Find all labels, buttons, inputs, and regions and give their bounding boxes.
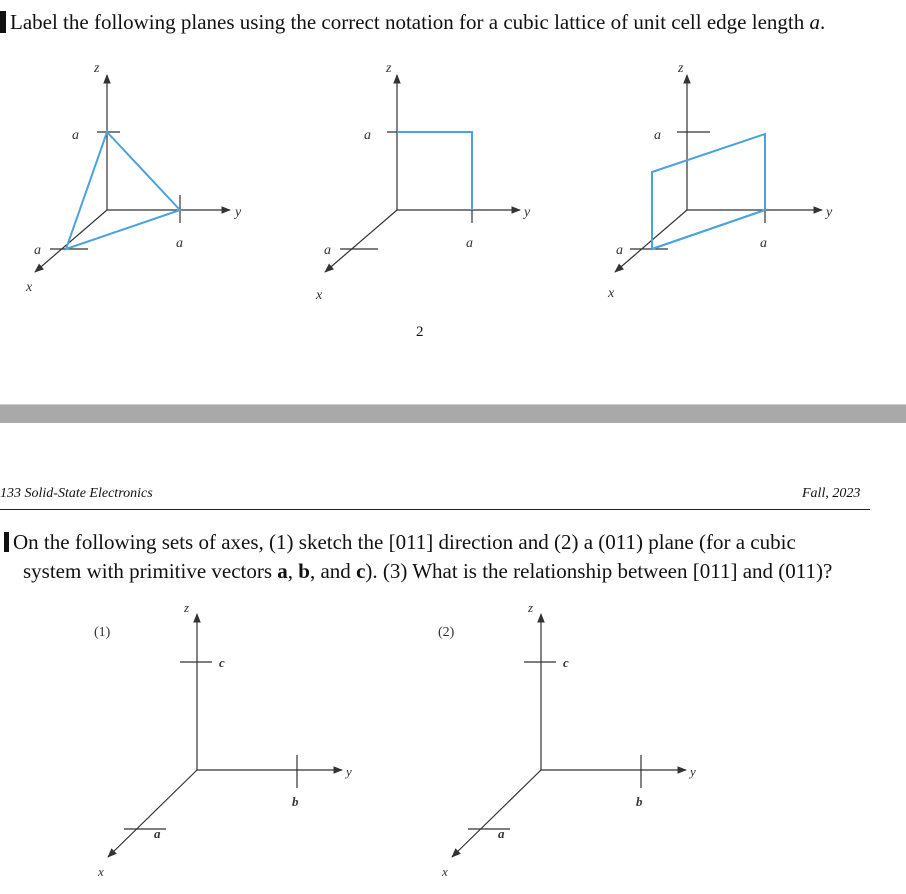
y-label: y <box>826 205 833 220</box>
plane-outline <box>66 132 180 249</box>
c-label: c <box>563 655 569 670</box>
y-label: y <box>235 205 242 220</box>
a-label: a <box>154 826 161 841</box>
term-header: Fall, 2023 <box>802 486 861 501</box>
question-1-text: Label the following planes using the correct notation for a cubic lattice of unit cell edge length a. <box>0 10 825 35</box>
x-axis <box>325 210 397 272</box>
a-label-y: a <box>760 236 767 251</box>
a-label-x: a <box>324 243 331 258</box>
b-label: b <box>292 794 299 809</box>
x-label: x <box>442 864 448 879</box>
question-2-text: On the following sets of axes, (1) sketch the [011] direction and (2) a (011) plane (for a cubic system with primitive vectors a, b, and c). (3) What is the relationship between [011] and (011)? <box>4 528 870 586</box>
x-label: x <box>608 286 615 300</box>
a-label-x: a <box>616 243 623 258</box>
a-label: a <box>498 826 505 841</box>
a-label-x: a <box>34 243 41 258</box>
a-label-z: a <box>72 128 79 143</box>
y-label: y <box>690 764 696 779</box>
question-number-mark <box>0 11 6 33</box>
plane-outline <box>397 132 472 210</box>
y-label: y <box>346 764 352 779</box>
z-label: z <box>678 61 684 76</box>
page-divider <box>0 404 906 423</box>
c-label: c <box>219 655 225 670</box>
b-label: b <box>636 794 643 809</box>
z-label: z <box>528 600 534 615</box>
x-axis <box>35 210 107 272</box>
sketch-axes-2 <box>424 600 724 885</box>
question-number-mark <box>4 532 9 552</box>
a-label-z: a <box>654 128 661 143</box>
a-label-y: a <box>176 236 183 251</box>
z-label: z <box>386 61 392 76</box>
x-label: x <box>26 280 33 295</box>
sketch-axes-1 <box>80 600 380 885</box>
x-label: x <box>316 288 323 300</box>
a-label-y: a <box>466 236 473 251</box>
x-axis <box>108 770 197 857</box>
z-label: z <box>184 600 190 615</box>
z-label: z <box>94 61 100 76</box>
page-number: 2 <box>416 324 424 340</box>
plane-figure-1 <box>20 55 260 300</box>
sketch-label-1: (1) <box>94 625 111 640</box>
a-label-z: a <box>364 128 371 143</box>
header-rule <box>0 509 870 510</box>
sketch-label-2: (2) <box>438 625 455 640</box>
plane-outline <box>652 134 765 249</box>
y-label: y <box>524 205 531 220</box>
x-axis <box>452 770 541 857</box>
plane-figure-2 <box>310 55 550 300</box>
course-header: 133 Solid-State Electronics <box>0 486 153 501</box>
x-label: x <box>98 864 104 879</box>
plane-figure-3 <box>600 55 840 300</box>
